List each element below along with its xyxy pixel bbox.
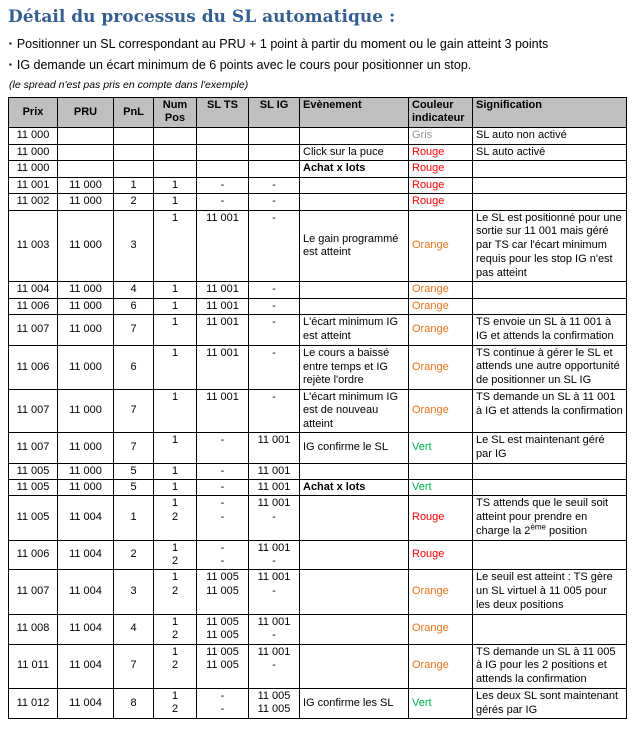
cell-slts: - -: [197, 540, 249, 570]
cell-slig: 11 001 -: [249, 614, 300, 644]
cell-prix: 11 008: [9, 614, 58, 644]
table-row: [9, 161, 627, 177]
cell-slts: 11 005 11 005: [197, 644, 249, 688]
cell-prix: 11 000: [9, 144, 58, 161]
column-header: PnL: [114, 98, 154, 128]
cell-prix: 11 005: [9, 496, 58, 540]
cell-couleur: Orange: [409, 570, 473, 614]
bullet-text: Positionner un SL correspondant au PRU + 1 point à partir du moment ou le gain atteint 3 points: [16, 37, 549, 51]
cell-pru: [58, 127, 114, 144]
cell-pru: 11 000: [58, 345, 114, 389]
column-header: Num Pos: [154, 98, 197, 128]
cell-slig: 11 001: [249, 463, 300, 479]
cell-slts: 11 005 11 005: [197, 614, 249, 644]
bullet-item: [9, 37, 625, 51]
cell-num: 1: [154, 433, 197, 464]
cell-event: Le gain programmé est atteint: [300, 210, 409, 282]
cell-pnl: 1: [114, 496, 154, 540]
cell-sig: TS demande un SL à 11 001 à IG et attends la confirmation: [473, 389, 627, 432]
cell-sig: [473, 194, 627, 210]
cell-prix: 11 003: [9, 210, 58, 282]
cell-pnl: [114, 144, 154, 161]
cell-pru: 11 004: [58, 570, 114, 614]
table-row: [9, 127, 627, 144]
cell-prix: 11 007: [9, 389, 58, 432]
cell-couleur: Orange: [409, 315, 473, 346]
cell-couleur: Orange: [409, 298, 473, 314]
table-row: [9, 315, 627, 346]
cell-num: [154, 144, 197, 161]
cell-pru: 11 000: [58, 210, 114, 282]
cell-slig: -: [249, 345, 300, 389]
cell-couleur: Orange: [409, 282, 473, 298]
cell-event: [300, 177, 409, 193]
cell-sig: [473, 614, 627, 644]
cell-couleur: Orange: [409, 210, 473, 282]
cell-pnl: [114, 127, 154, 144]
cell-pnl: 5: [114, 463, 154, 479]
cell-event: L'écart minimum IG est atteint: [300, 315, 409, 346]
column-header: Evènement: [300, 98, 409, 128]
table-row: [9, 614, 627, 644]
cell-couleur: Rouge: [409, 177, 473, 193]
cell-prix: 11 001: [9, 177, 58, 193]
cell-sig: Les deux SL sont maintenant gérés par IG: [473, 688, 627, 719]
cell-couleur: Orange: [409, 644, 473, 688]
cell-slts: -: [197, 463, 249, 479]
cell-sig: TS envoie un SL à 11 001 à IG et attends la confirmation: [473, 315, 627, 346]
cell-num: [154, 127, 197, 144]
cell-pnl: 6: [114, 345, 154, 389]
cell-num: 1 2: [154, 570, 197, 614]
cell-num: 1: [154, 479, 197, 495]
cell-num: 1: [154, 210, 197, 282]
table-row: [9, 144, 627, 161]
spread-note: (le spread n'est pas pris en compte dans l'exemple): [9, 79, 249, 91]
cell-num: 1 2: [154, 614, 197, 644]
cell-slts: 11 001: [197, 345, 249, 389]
cell-num: 1: [154, 282, 197, 298]
cell-prix: 11 006: [9, 345, 58, 389]
cell-sig: [473, 177, 627, 193]
table-row: [9, 479, 627, 495]
cell-slig: -: [249, 389, 300, 432]
cell-couleur: Gris: [409, 127, 473, 144]
bullet-text: IG demande un écart minimum de 6 points avec le cours pour positionner un stop.: [16, 58, 472, 72]
cell-event: Click sur la puce: [300, 144, 409, 161]
cell-prix: 11 000: [9, 161, 58, 177]
cell-slts: -: [197, 177, 249, 193]
cell-slig: [249, 127, 300, 144]
cell-num: 1: [154, 463, 197, 479]
cell-num: 1: [154, 389, 197, 432]
cell-pnl: 4: [114, 282, 154, 298]
cell-prix: 11 012: [9, 688, 58, 719]
cell-slts: 11 001: [197, 210, 249, 282]
cell-num: 1: [154, 298, 197, 314]
cell-slts: [197, 127, 249, 144]
cell-slig: -: [249, 298, 300, 314]
table-row: [9, 540, 627, 570]
cell-slig: 11 001 -: [249, 496, 300, 540]
cell-couleur: Orange: [409, 614, 473, 644]
cell-pnl: 5: [114, 479, 154, 495]
cell-num: 1 2: [154, 644, 197, 688]
cell-couleur: Vert: [409, 433, 473, 464]
cell-slts: 11 001: [197, 315, 249, 346]
cell-slts: 11 001: [197, 282, 249, 298]
cell-couleur: Orange: [409, 345, 473, 389]
cell-event: Le cours a baissé entre temps et IG rejète l'ordre: [300, 345, 409, 389]
cell-slts: 11 005 11 005: [197, 570, 249, 614]
column-header: Signification: [473, 98, 627, 128]
cell-couleur: [409, 463, 473, 479]
cell-pru: 11 000: [58, 298, 114, 314]
cell-slts: -: [197, 194, 249, 210]
cell-sig: SL auto activé: [473, 144, 627, 161]
cell-slig: -: [249, 194, 300, 210]
cell-pnl: 3: [114, 210, 154, 282]
table-row: [9, 298, 627, 314]
cell-sig: [473, 298, 627, 314]
table-row: [9, 345, 627, 389]
cell-slig: -: [249, 177, 300, 193]
cell-event: [300, 496, 409, 540]
table-row: [9, 210, 627, 282]
cell-slig: -: [249, 282, 300, 298]
cell-pnl: 7: [114, 433, 154, 464]
cell-pru: 11 000: [58, 194, 114, 210]
cell-slig: 11 005 11 005: [249, 688, 300, 719]
column-header: SL TS: [197, 98, 249, 128]
cell-slig: 11 001 -: [249, 540, 300, 570]
cell-pru: 11 004: [58, 688, 114, 719]
cell-prix: 11 007: [9, 570, 58, 614]
cell-num: 1: [154, 194, 197, 210]
cell-event: [300, 127, 409, 144]
table-row: [9, 194, 627, 210]
cell-couleur: Vert: [409, 688, 473, 719]
cell-slts: 11 001: [197, 298, 249, 314]
cell-pru: 11 000: [58, 282, 114, 298]
table-row: [9, 389, 627, 432]
cell-slig: -: [249, 210, 300, 282]
cell-slts: [197, 144, 249, 161]
cell-event: [300, 282, 409, 298]
table-row: [9, 688, 627, 719]
cell-slts: 11 001: [197, 389, 249, 432]
cell-num: 1: [154, 315, 197, 346]
column-header: Prix: [9, 98, 58, 128]
cell-event: [300, 540, 409, 570]
cell-pru: 11 000: [58, 315, 114, 346]
cell-pru: 11 004: [58, 540, 114, 570]
cell-pnl: 2: [114, 194, 154, 210]
cell-sig: Le seuil est atteint : TS gère un SL virtuel à 11 005 pour les deux positions: [473, 570, 627, 614]
cell-pru: 11 000: [58, 177, 114, 193]
cell-couleur: Rouge: [409, 496, 473, 540]
cell-sig: TS continue à gérer le SL et attends une autre opportunité de positionner un SL IG: [473, 345, 627, 389]
cell-slts: -: [197, 479, 249, 495]
cell-sig: TS demande un SL à 11 005 à IG pour les 2 positions et attends la confirmation: [473, 644, 627, 688]
cell-event: Achat x lots: [300, 161, 409, 177]
cell-prix: 11 002: [9, 194, 58, 210]
cell-num: [154, 161, 197, 177]
cell-pru: 11 000: [58, 479, 114, 495]
cell-sig: [473, 161, 627, 177]
cell-couleur: Rouge: [409, 540, 473, 570]
cell-prix: 11 011: [9, 644, 58, 688]
cell-slig: 11 001 -: [249, 570, 300, 614]
cell-sig: [473, 463, 627, 479]
bullet-square-icon: ▪: [9, 60, 12, 69]
page-title: Détail du processus du SL automatique :: [8, 7, 396, 27]
cell-num: 1 2: [154, 688, 197, 719]
cell-pnl: 8: [114, 688, 154, 719]
cell-prix: 11 007: [9, 433, 58, 464]
cell-prix: 11 007: [9, 315, 58, 346]
table-row: [9, 463, 627, 479]
cell-pru: [58, 144, 114, 161]
cell-couleur: Rouge: [409, 161, 473, 177]
cell-couleur: Rouge: [409, 144, 473, 161]
cell-slig: [249, 161, 300, 177]
column-header: SL IG: [249, 98, 300, 128]
cell-event: IG confirme le SL: [300, 433, 409, 464]
process-table: [8, 97, 627, 719]
cell-pnl: 7: [114, 315, 154, 346]
cell-event: [300, 194, 409, 210]
table-row: [9, 496, 627, 540]
cell-slig: -: [249, 315, 300, 346]
cell-pru: 11 000: [58, 433, 114, 464]
cell-event: L'écart minimum IG est de nouveau atteint: [300, 389, 409, 432]
cell-slts: [197, 161, 249, 177]
cell-pru: 11 004: [58, 614, 114, 644]
cell-sig: [473, 479, 627, 495]
table-body: [9, 127, 627, 718]
header-row: [9, 98, 627, 128]
cell-sig: [473, 282, 627, 298]
cell-slts: - -: [197, 688, 249, 719]
cell-sig: TS attends que le seuil soit atteint pour prendre en charge la 2ème position: [473, 496, 627, 540]
column-header: PRU: [58, 98, 114, 128]
table-row: [9, 282, 627, 298]
table-row: [9, 433, 627, 464]
cell-sig: Le SL est positionné pour une sortie sur 11 001 mais géré par TS car l'écart minimum requis pour les stop IG n'est pas atteint: [473, 210, 627, 282]
cell-num: 1: [154, 177, 197, 193]
bullet-square-icon: ▪: [9, 39, 12, 48]
cell-event: Achat x lots: [300, 479, 409, 495]
cell-sig: SL auto non activé: [473, 127, 627, 144]
cell-pru: 11 000: [58, 463, 114, 479]
cell-pnl: 7: [114, 644, 154, 688]
cell-prix: 11 005: [9, 479, 58, 495]
cell-event: [300, 570, 409, 614]
cell-event: [300, 614, 409, 644]
cell-pnl: 4: [114, 614, 154, 644]
cell-prix: 11 006: [9, 540, 58, 570]
cell-event: [300, 644, 409, 688]
cell-event: IG confirme les SL: [300, 688, 409, 719]
cell-num: 1: [154, 345, 197, 389]
cell-pru: 11 004: [58, 644, 114, 688]
cell-couleur: Orange: [409, 389, 473, 432]
cell-pnl: 7: [114, 389, 154, 432]
cell-pnl: 3: [114, 570, 154, 614]
cell-prix: 11 006: [9, 298, 58, 314]
cell-pnl: [114, 161, 154, 177]
table-row: [9, 570, 627, 614]
cell-pnl: 1: [114, 177, 154, 193]
cell-pru: 11 000: [58, 389, 114, 432]
column-header: Couleur indicateur: [409, 98, 473, 128]
cell-slts: -: [197, 433, 249, 464]
cell-event: [300, 298, 409, 314]
cell-couleur: Vert: [409, 479, 473, 495]
cell-prix: 11 004: [9, 282, 58, 298]
cell-couleur: Rouge: [409, 194, 473, 210]
cell-slig: 11 001: [249, 479, 300, 495]
cell-pnl: 2: [114, 540, 154, 570]
cell-pru: 11 004: [58, 496, 114, 540]
table-row: [9, 644, 627, 688]
cell-slig: 11 001 -: [249, 644, 300, 688]
cell-sig: [473, 540, 627, 570]
cell-num: 1 2: [154, 540, 197, 570]
cell-prix: 11 000: [9, 127, 58, 144]
bullet-item: [9, 58, 625, 72]
cell-sig: Le SL est maintenant géré par IG: [473, 433, 627, 464]
cell-pru: [58, 161, 114, 177]
cell-event: [300, 463, 409, 479]
cell-prix: 11 005: [9, 463, 58, 479]
cell-pnl: 6: [114, 298, 154, 314]
cell-slts: - -: [197, 496, 249, 540]
cell-num: 1 2: [154, 496, 197, 540]
cell-slig: 11 001: [249, 433, 300, 464]
table-row: [9, 177, 627, 193]
cell-slig: [249, 144, 300, 161]
